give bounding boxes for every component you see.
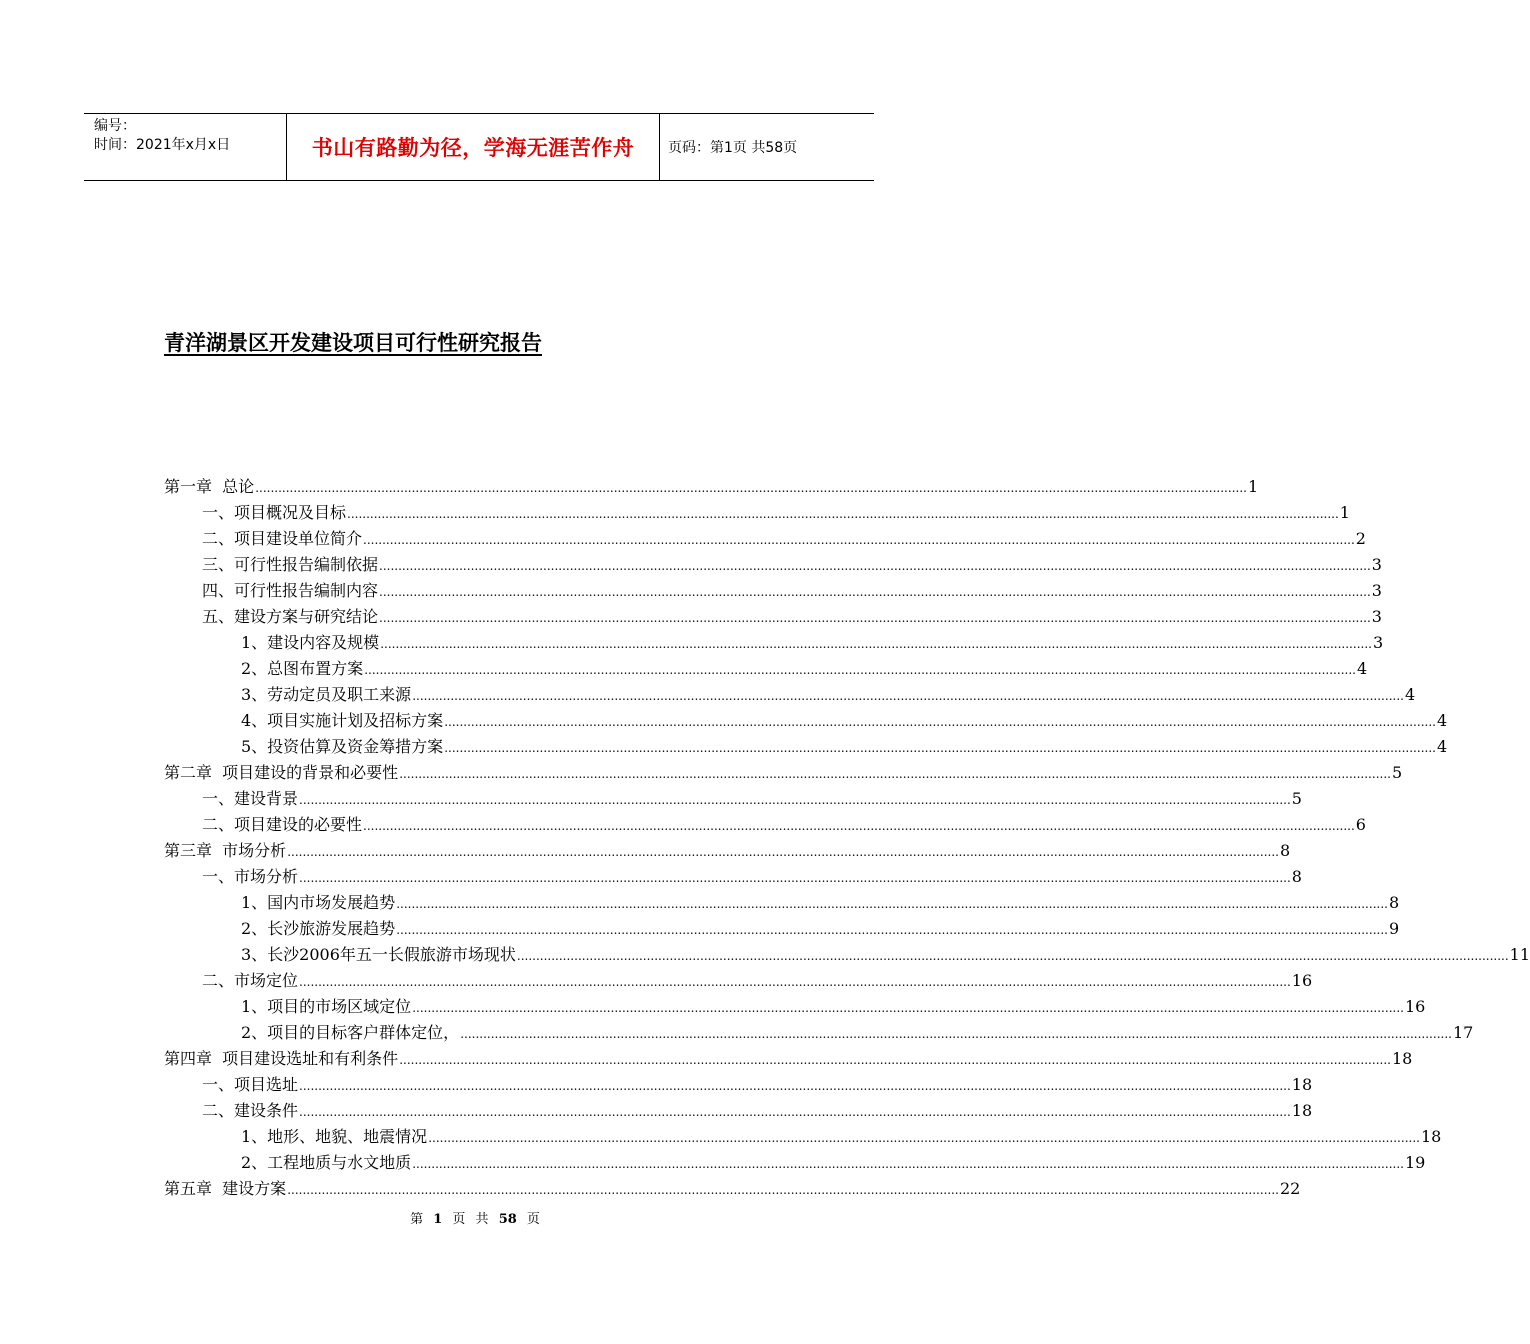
toc-page-number: 2 — [1355, 529, 1366, 548]
toc-dot-leader: .................................................................................................................................................................................................................................................................... — [460, 1027, 1452, 1041]
toc-entry-text: 二、市场定位 — [202, 971, 299, 990]
toc-entry[interactable] — [164, 500, 1350, 526]
toc-entry[interactable] — [164, 890, 1400, 916]
toc-entry[interactable] — [164, 1176, 1301, 1202]
toc-dot-leader: .................................................................................................................................................................................................................................................................... — [287, 1183, 1279, 1197]
toc-entry[interactable] — [164, 838, 1291, 864]
toc-entry-text: 1、地形、地貌、地震情况 — [241, 1127, 428, 1146]
toc-page-number: 8 — [1388, 893, 1400, 912]
toc-entry-text: 第四章 项目建设选址和有利条件 — [164, 1049, 399, 1068]
toc-page-number: 3 — [1371, 581, 1382, 600]
toc-entry[interactable] — [164, 1124, 1442, 1150]
toc-page-number: 19 — [1404, 1153, 1426, 1172]
header-motto: 书山有路勤为径，学海无涯苦作舟 — [286, 114, 660, 180]
toc-entry-text: 一、市场分析 — [202, 867, 299, 886]
toc-entry[interactable] — [164, 630, 1384, 656]
toc-dot-leader: .................................................................................................................................................................................................................................................................... — [255, 481, 1247, 495]
toc-page-number: 11 — [1509, 945, 1530, 964]
toc-entry-text: 一、项目选址 — [202, 1075, 299, 1094]
toc-page-number: 1 — [1339, 503, 1350, 522]
toc-entry-text: 2、项目的目标客户群体定位， — [241, 1023, 460, 1042]
toc-entry[interactable] — [164, 812, 1366, 838]
toc-page-number: 4 — [1436, 711, 1448, 730]
toc-dot-leader: .................................................................................................................................................................................................................................................................... — [399, 1053, 1391, 1067]
document-time-label: 时间：2021年x月x日 — [94, 137, 231, 153]
toc-dot-leader: .................................................................................................................................................................................................................................................................... — [379, 585, 1371, 599]
footer-middle: 页 共 — [452, 1212, 489, 1227]
toc-dot-leader: .................................................................................................................................................................................................................................................................... — [364, 663, 1356, 677]
document-title: 青洋湖景区开发建设项目可行性研究报告 — [164, 331, 542, 355]
toc-entry-text: 3、长沙2006年五一长假旅游市场现状 — [241, 945, 516, 964]
toc-entry[interactable] — [164, 656, 1368, 682]
toc-entry[interactable] — [164, 1046, 1413, 1072]
toc-entry[interactable] — [164, 578, 1382, 604]
toc-dot-leader: .................................................................................................................................................................................................................................................................... — [428, 1131, 1420, 1145]
toc-page-number: 9 — [1388, 919, 1400, 938]
toc-dot-leader: .................................................................................................................................................................................................................................................................... — [299, 975, 1291, 989]
toc-entry-text: 第五章 建设方案 — [164, 1179, 287, 1198]
toc-page-number: 18 — [1420, 1127, 1442, 1146]
toc-page-number: 18 — [1291, 1075, 1313, 1094]
toc-dot-leader: .................................................................................................................................................................................................................................................................... — [287, 845, 1279, 859]
page-footer — [0, 1208, 950, 1227]
toc-dot-leader: .................................................................................................................................................................................................................................................................... — [396, 897, 1388, 911]
toc-dot-leader: .................................................................................................................................................................................................................................................................... — [347, 507, 1339, 521]
toc-page-number: 3 — [1372, 633, 1384, 652]
toc-dot-leader: .................................................................................................................................................................................................................................................................... — [380, 637, 1372, 651]
toc-entry-text: 1、国内市场发展趋势 — [241, 893, 396, 912]
toc-dot-leader: .................................................................................................................................................................................................................................................................... — [299, 871, 1291, 885]
toc-dot-leader: .................................................................................................................................................................................................................................................................... — [444, 715, 1436, 729]
toc-page-number: 4 — [1356, 659, 1368, 678]
toc-dot-leader: .................................................................................................................................................................................................................................................................... — [363, 533, 1355, 547]
toc-entry[interactable] — [164, 1020, 1474, 1046]
toc-dot-leader: .................................................................................................................................................................................................................................................................... — [299, 793, 1291, 807]
toc-entry-text: 一、项目概况及目标 — [202, 503, 347, 522]
toc-entry[interactable] — [164, 708, 1448, 734]
table-of-contents — [164, 474, 1530, 1202]
toc-dot-leader: .................................................................................................................................................................................................................................................................... — [396, 923, 1388, 937]
toc-dot-leader: .................................................................................................................................................................................................................................................................... — [444, 741, 1436, 755]
toc-entry-text: 4、项目实施计划及招标方案 — [241, 711, 444, 730]
toc-entry-text: 四、可行性报告编制内容 — [202, 581, 379, 600]
toc-entry-text: 一、建设背景 — [202, 789, 299, 808]
toc-page-number: 16 — [1291, 971, 1313, 990]
toc-entry-text: 二、项目建设单位简介 — [202, 529, 363, 548]
toc-entry[interactable] — [164, 474, 1259, 500]
footer-prefix: 第 — [410, 1212, 424, 1227]
toc-entry-text: 1、建设内容及规模 — [241, 633, 380, 652]
toc-dot-leader: .................................................................................................................................................................................................................................................................... — [412, 1001, 1404, 1015]
toc-entry[interactable] — [164, 994, 1426, 1020]
toc-entry-text: 第三章 市场分析 — [164, 841, 287, 860]
toc-dot-leader: .................................................................................................................................................................................................................................................................... — [412, 1157, 1404, 1171]
toc-entry[interactable] — [164, 1072, 1313, 1098]
toc-entry-text: 2、工程地质与水文地质 — [241, 1153, 412, 1172]
toc-page-number: 8 — [1291, 867, 1302, 886]
toc-dot-leader: .................................................................................................................................................................................................................................................................... — [516, 949, 1509, 963]
toc-page-number: 3 — [1371, 555, 1382, 574]
toc-dot-leader: .................................................................................................................................................................................................................................................................... — [412, 689, 1404, 703]
toc-dot-leader: .................................................................................................................................................................................................................................................................... — [399, 767, 1391, 781]
toc-page-number: 16 — [1404, 997, 1426, 1016]
toc-entry[interactable] — [164, 942, 1530, 968]
toc-entry-text: 五、建设方案与研究结论 — [202, 607, 379, 626]
toc-entry[interactable] — [164, 604, 1382, 630]
toc-entry-text: 5、投资估算及资金筹措方案 — [241, 737, 444, 756]
toc-page-number: 4 — [1436, 737, 1448, 756]
toc-entry[interactable] — [164, 552, 1382, 578]
footer-suffix: 页 — [526, 1212, 540, 1227]
toc-entry[interactable] — [164, 916, 1400, 942]
toc-page-number: 4 — [1404, 685, 1416, 704]
toc-page-number: 18 — [1291, 1101, 1313, 1120]
toc-entry-text: 2、长沙旅游发展趋势 — [241, 919, 396, 938]
toc-page-number: 1 — [1247, 477, 1259, 496]
toc-dot-leader: .................................................................................................................................................................................................................................................................... — [299, 1105, 1291, 1119]
toc-entry[interactable] — [164, 864, 1302, 890]
toc-entry[interactable] — [164, 1098, 1313, 1124]
header-page-info: 页码：第1页 共58页 — [668, 140, 798, 156]
toc-entry-text: 第二章 项目建设的背景和必要性 — [164, 763, 399, 782]
toc-entry[interactable] — [164, 526, 1366, 552]
toc-dot-leader: .................................................................................................................................................................................................................................................................... — [299, 1079, 1291, 1093]
toc-entry[interactable] — [164, 734, 1448, 760]
toc-page-number: 3 — [1371, 607, 1382, 626]
toc-page-number: 17 — [1452, 1023, 1474, 1042]
toc-entry[interactable] — [164, 760, 1403, 786]
toc-entry-text: 第一章 总论 — [164, 477, 255, 496]
toc-page-number: 18 — [1391, 1049, 1413, 1068]
toc-page-number: 5 — [1391, 763, 1403, 782]
toc-entry-text: 二、项目建设的必要性 — [202, 815, 363, 834]
toc-entry[interactable] — [164, 1150, 1426, 1176]
toc-entry-text: 二、建设条件 — [202, 1101, 299, 1120]
toc-dot-leader: .................................................................................................................................................................................................................................................................... — [363, 819, 1355, 833]
toc-page-number: 22 — [1279, 1179, 1301, 1198]
toc-dot-leader: .................................................................................................................................................................................................................................................................... — [379, 611, 1371, 625]
toc-page-number: 5 — [1291, 789, 1302, 808]
toc-entry[interactable] — [164, 682, 1416, 708]
footer-total-pages: 58 — [498, 1212, 517, 1227]
toc-page-number: 6 — [1355, 815, 1366, 834]
toc-entry[interactable] — [164, 968, 1313, 994]
toc-entry-text: 1、项目的市场区域定位 — [241, 997, 412, 1016]
footer-current-page: 1 — [433, 1212, 443, 1227]
toc-dot-leader: .................................................................................................................................................................................................................................................................... — [379, 559, 1371, 573]
header-meta-cell — [84, 114, 286, 180]
toc-entry-text: 2、总图布置方案 — [241, 659, 364, 678]
toc-entry[interactable] — [164, 786, 1302, 812]
page-header-table — [84, 113, 874, 181]
toc-page-number: 8 — [1279, 841, 1291, 860]
document-number-label: 编号： — [94, 118, 136, 134]
toc-entry-text: 三、可行性报告编制依据 — [202, 555, 379, 574]
toc-entry-text: 3、劳动定员及职工来源 — [241, 685, 412, 704]
